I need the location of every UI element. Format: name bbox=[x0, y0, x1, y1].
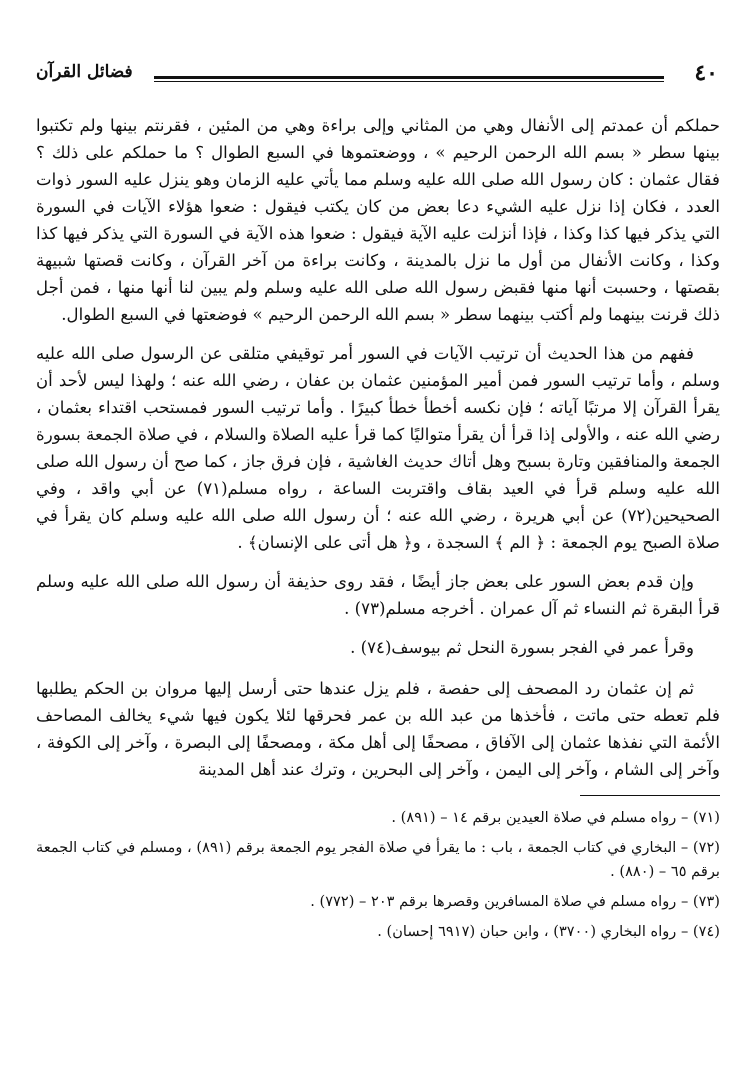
footnote-74: (٧٤) – رواه البخاري (٣٧٠٠) ، وابن حبان (٦٩١٧ إحسان) . bbox=[377, 923, 720, 940]
body-text bbox=[36, 112, 720, 783]
paragraph-2: ففهم من هذا الحديث أن ترتيب الآيات في السور أمر توقيفي متلقى عن الرسول صلى الله عليه وسلم ، وأما ترتيب السور فمن أمير المؤمنين عثمان بن عفان ، رضي الله عنه ؛ ولهذا ليس لأحد أن يقرأ القرآن إلا مرتبًا آياته ؛ فإن نكسه أخطأ خطأ كبيرًا . وأما ترتيب السور فمستحب اقتداء بعثمان ، رضي الله عنه ، والأولى إذا قرأ أن يقرأ متواليًا كما قرأ عليه الصلاة والسلام ، في صلاة الجمعة بسورة الجمعة والمنافقين وتارة بسبح وهل أتاك حديث الغاشية ، فإن فرق جاز ، كما صح أن رسول الله صلى الله عليه وسلم قرأ في العيد بقاف واقتربت الساعة ، رواه مسلم(٧١) عن أبي واقد ، وفي الصحيحين(٧٢) عن أبي هريرة ، رضي الله عنه ؛ أن رسول الله صلى الله عليه وسلم كان يقرأ في صلاة الصبح يوم الجمعة : ﴿ الم ﴾ السجدة ، و﴿ هل أتى على الإنسان﴾ . bbox=[36, 344, 721, 552]
paragraph-3: وإن قدم بعض السور على بعض جاز أيضًا ، فقد روى حذيفة أن رسول الله صلى الله عليه وسلم قرأ البقرة ثم النساء ثم آل عمران . أخرجه مسلم(٧٣) . bbox=[36, 572, 720, 618]
book-page bbox=[36, 54, 720, 1054]
footnotes bbox=[36, 806, 720, 944]
paragraph-1: حملكم أن عمدتم إلى الأنفال وهي من المثاني وإلى براءة وهي من المئين ، فقرنتم بينها ولم تكتبوا بينها سطر « بسم الله الرحمن الرحيم » ، ووضعتموها في السبع الطوال ؟ ما حملكم على ذلك ؟ فقال عثمان : كان رسول الله صلى الله عليه وسلم مما يأتي عليه الزمان وهو ينزل عليه السور ذوات العدد ، فكان إذا نزل عليه الشيء دعا بعض من كان يكتب فيقول : ضعوا هؤلاء الآيات في السورة التي يذكر فيها كذا وكذا ، فإذا أنزلت عليه الآية فيقول : ضعوا هذه الآية في السورة التي يذكر فيها كذا وكذا ، وكانت الأنفال من أول ما نزل بالمدينة ، وكانت براءة من آخر القرآن ، وكانت قصتها شبيهة بقصتها ، وحسبت أنها منها فقبض رسول الله صلى الله عليه وسلم ولم يبين لنا أنها منها ، فمن أجل ذلك قرنت بينهما ولم أكتب بينهما سطر « بسم الله الرحمن الرحيم » فوضعتها في السبع الطوال. bbox=[36, 116, 720, 324]
footnote-72: (٧٢) – البخاري في كتاب الجمعة ، باب : ما يقرأ في صلاة الفجر يوم الجمعة برقم (٨٩١) ، ومسلم في كتاب الجمعة برقم ٦٥ – (٨٨٠) . bbox=[36, 839, 720, 880]
header-rule bbox=[154, 76, 664, 79]
page-header bbox=[36, 54, 720, 88]
page-number: ٤٠ bbox=[694, 60, 718, 86]
book-title: فضائل القرآن bbox=[36, 62, 133, 82]
paragraph-5: ثم إن عثمان رد المصحف إلى حفصة ، فلم يزل عندها حتى أرسل إليها مروان بن الحكم يطلبها فلم تعطه حتى ماتت ، فأخذها من عبد الله بن عمر فحرقها لئلا يكون فيها شيء يخالف المصاحف الأئمة التي نفذها عثمان إلى الآفاق ، مصحفًا إلى أهل مكة ، ومصحفًا إلى البصرة ، وآخر إلى الكوفة ، وآخر إلى الشام ، وآخر إلى اليمن ، وآخر إلى البحرين ، وترك عند أهل المدينة bbox=[36, 679, 720, 779]
footnote-73: (٧٣) – رواه مسلم في صلاة المسافرين وقصرها برقم ٢٠٣ – (٧٧٢) . bbox=[310, 893, 720, 910]
footnote-71: (٧١) – رواه مسلم في صلاة العيدين برقم ١٤ – (٨٩١) . bbox=[391, 809, 720, 826]
footnote-rule bbox=[580, 795, 720, 796]
paragraph-4: وقرأ عمر في الفجر بسورة النحل ثم بيوسف(٧٤) . bbox=[350, 638, 694, 657]
